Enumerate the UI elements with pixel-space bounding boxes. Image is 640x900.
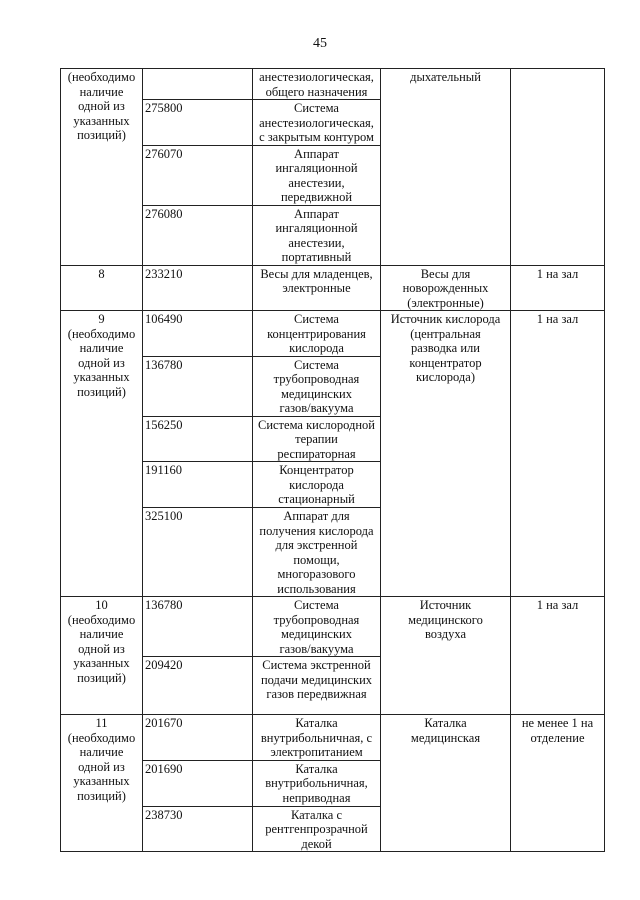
item-name: Система трубопроводная медицинских газов/вакуума bbox=[273, 598, 360, 656]
item-code-cell bbox=[143, 416, 253, 462]
row-number-cell bbox=[61, 715, 143, 852]
item-name: Система концентрирования кислорода bbox=[267, 312, 366, 355]
item-name-cell bbox=[253, 416, 381, 462]
equipment-type: Весы для новорожденных (электронные) bbox=[402, 266, 489, 310]
table-row bbox=[61, 597, 605, 657]
row-number-cell bbox=[61, 597, 143, 715]
item-name: анестезиологическая, общего назначения bbox=[259, 70, 374, 99]
item-name: Аппарат ингаляционной анестезии, портативный bbox=[275, 206, 358, 264]
row-number: 10 (необходимо наличие одной из указанных позиций) bbox=[67, 598, 136, 685]
quantity-cell bbox=[511, 715, 605, 852]
table-row bbox=[61, 311, 605, 357]
item-code-cell bbox=[143, 508, 253, 597]
item-name-cell bbox=[253, 265, 381, 311]
row-number-cell bbox=[61, 311, 143, 597]
item-name: Система экстренной подачи медицинских газов передвижная bbox=[260, 658, 373, 701]
equipment-type-cell bbox=[381, 715, 511, 852]
item-name: Весы для младенцев, электронные bbox=[260, 266, 373, 295]
item-name: Концентратор кислорода стационарный bbox=[278, 463, 355, 506]
item-code-cell bbox=[143, 145, 253, 205]
item-name: Каталка внутрибольничная, с электропитанием bbox=[260, 716, 373, 759]
table-row bbox=[61, 265, 605, 311]
item-code: 209420 bbox=[145, 658, 183, 672]
item-code: 275800 bbox=[145, 101, 183, 115]
item-name: Система анестезиологическая, с закрытым контуром bbox=[259, 101, 374, 144]
item-name: Система трубопроводная медицинских газов/вакуума bbox=[273, 357, 360, 415]
item-code: 136780 bbox=[145, 598, 183, 612]
quantity-cell bbox=[511, 311, 605, 597]
equipment-type-cell bbox=[381, 597, 511, 715]
item-code: 276070 bbox=[145, 146, 183, 161]
equipment-type: Источник кислорода (центральная разводка или концентратор кислорода) bbox=[390, 312, 501, 384]
item-name-cell bbox=[253, 657, 381, 715]
item-name: Аппарат для получения кислорода для экстренной помощи, многоразового использования bbox=[259, 509, 374, 596]
quantity-cell bbox=[511, 69, 605, 266]
quantity: 1 на зал bbox=[536, 266, 579, 281]
item-code-cell bbox=[143, 597, 253, 657]
item-name-cell bbox=[253, 462, 381, 508]
item-name-cell bbox=[253, 760, 381, 806]
quantity-cell bbox=[511, 597, 605, 715]
page-number: 45 bbox=[313, 36, 327, 51]
row-number: 8 bbox=[98, 266, 105, 281]
item-code: 106490 bbox=[145, 312, 183, 326]
equipment-type-cell bbox=[381, 265, 511, 311]
item-name-cell bbox=[253, 806, 381, 852]
item-code-cell bbox=[143, 265, 253, 311]
item-code-cell bbox=[143, 462, 253, 508]
item-code: 156250 bbox=[145, 417, 183, 432]
item-code: 136780 bbox=[145, 357, 183, 372]
quantity-cell bbox=[511, 265, 605, 311]
row-number-cell bbox=[61, 265, 143, 311]
equipment-type-cell bbox=[381, 311, 511, 597]
item-name: Система кислородной терапии респираторная bbox=[257, 417, 375, 461]
quantity: 1 на зал bbox=[536, 312, 579, 326]
item-code: 276080 bbox=[145, 206, 183, 221]
item-code-cell bbox=[143, 69, 253, 100]
row-number: (необходимо наличие одной из указанных позиций) bbox=[67, 70, 136, 142]
table-row bbox=[61, 69, 605, 100]
item-name: Каталка с рентгенпрозрачной декой bbox=[265, 807, 368, 851]
item-name: Аппарат ингаляционной анестезии, передвижной bbox=[275, 146, 358, 204]
quantity: не менее 1 на отделение bbox=[521, 716, 594, 745]
item-name-cell bbox=[253, 100, 381, 146]
item-code: 191160 bbox=[145, 463, 183, 477]
item-code-cell bbox=[143, 657, 253, 715]
equipment-type: дыхательный bbox=[410, 70, 481, 84]
row-number: 11 (необходимо наличие одной из указанных позиций) bbox=[67, 716, 136, 803]
item-code-cell bbox=[143, 715, 253, 761]
item-code-cell bbox=[143, 760, 253, 806]
item-name-cell bbox=[253, 69, 381, 100]
equipment-type: Источник медицинского воздуха bbox=[408, 598, 483, 641]
item-name-cell bbox=[253, 715, 381, 761]
row-number: 9 (необходимо наличие одной из указанных позиций) bbox=[67, 312, 136, 399]
item-name-cell bbox=[253, 205, 381, 265]
item-name-cell bbox=[253, 508, 381, 597]
item-code-cell bbox=[143, 205, 253, 265]
item-code: 238730 bbox=[145, 807, 183, 822]
item-code-cell bbox=[143, 100, 253, 146]
item-name-cell bbox=[253, 356, 381, 416]
table-row bbox=[61, 715, 605, 761]
item-code: 201690 bbox=[145, 761, 183, 776]
quantity: 1 на зал bbox=[536, 598, 579, 612]
item-code: 233210 bbox=[145, 266, 183, 281]
row-number-cell bbox=[61, 69, 143, 266]
item-code-cell bbox=[143, 356, 253, 416]
item-name-cell bbox=[253, 597, 381, 657]
equipment-type: Каталка медицинская bbox=[410, 716, 481, 745]
item-code: 201670 bbox=[145, 716, 183, 730]
item-name-cell bbox=[253, 145, 381, 205]
equipment-table bbox=[60, 68, 605, 852]
item-name: Каталка внутрибольничная, неприводная bbox=[265, 761, 368, 805]
item-code-cell bbox=[143, 311, 253, 357]
item-code-cell bbox=[143, 806, 253, 852]
item-code: 325100 bbox=[145, 509, 183, 523]
item-name-cell bbox=[253, 311, 381, 357]
equipment-type-cell bbox=[381, 69, 511, 266]
